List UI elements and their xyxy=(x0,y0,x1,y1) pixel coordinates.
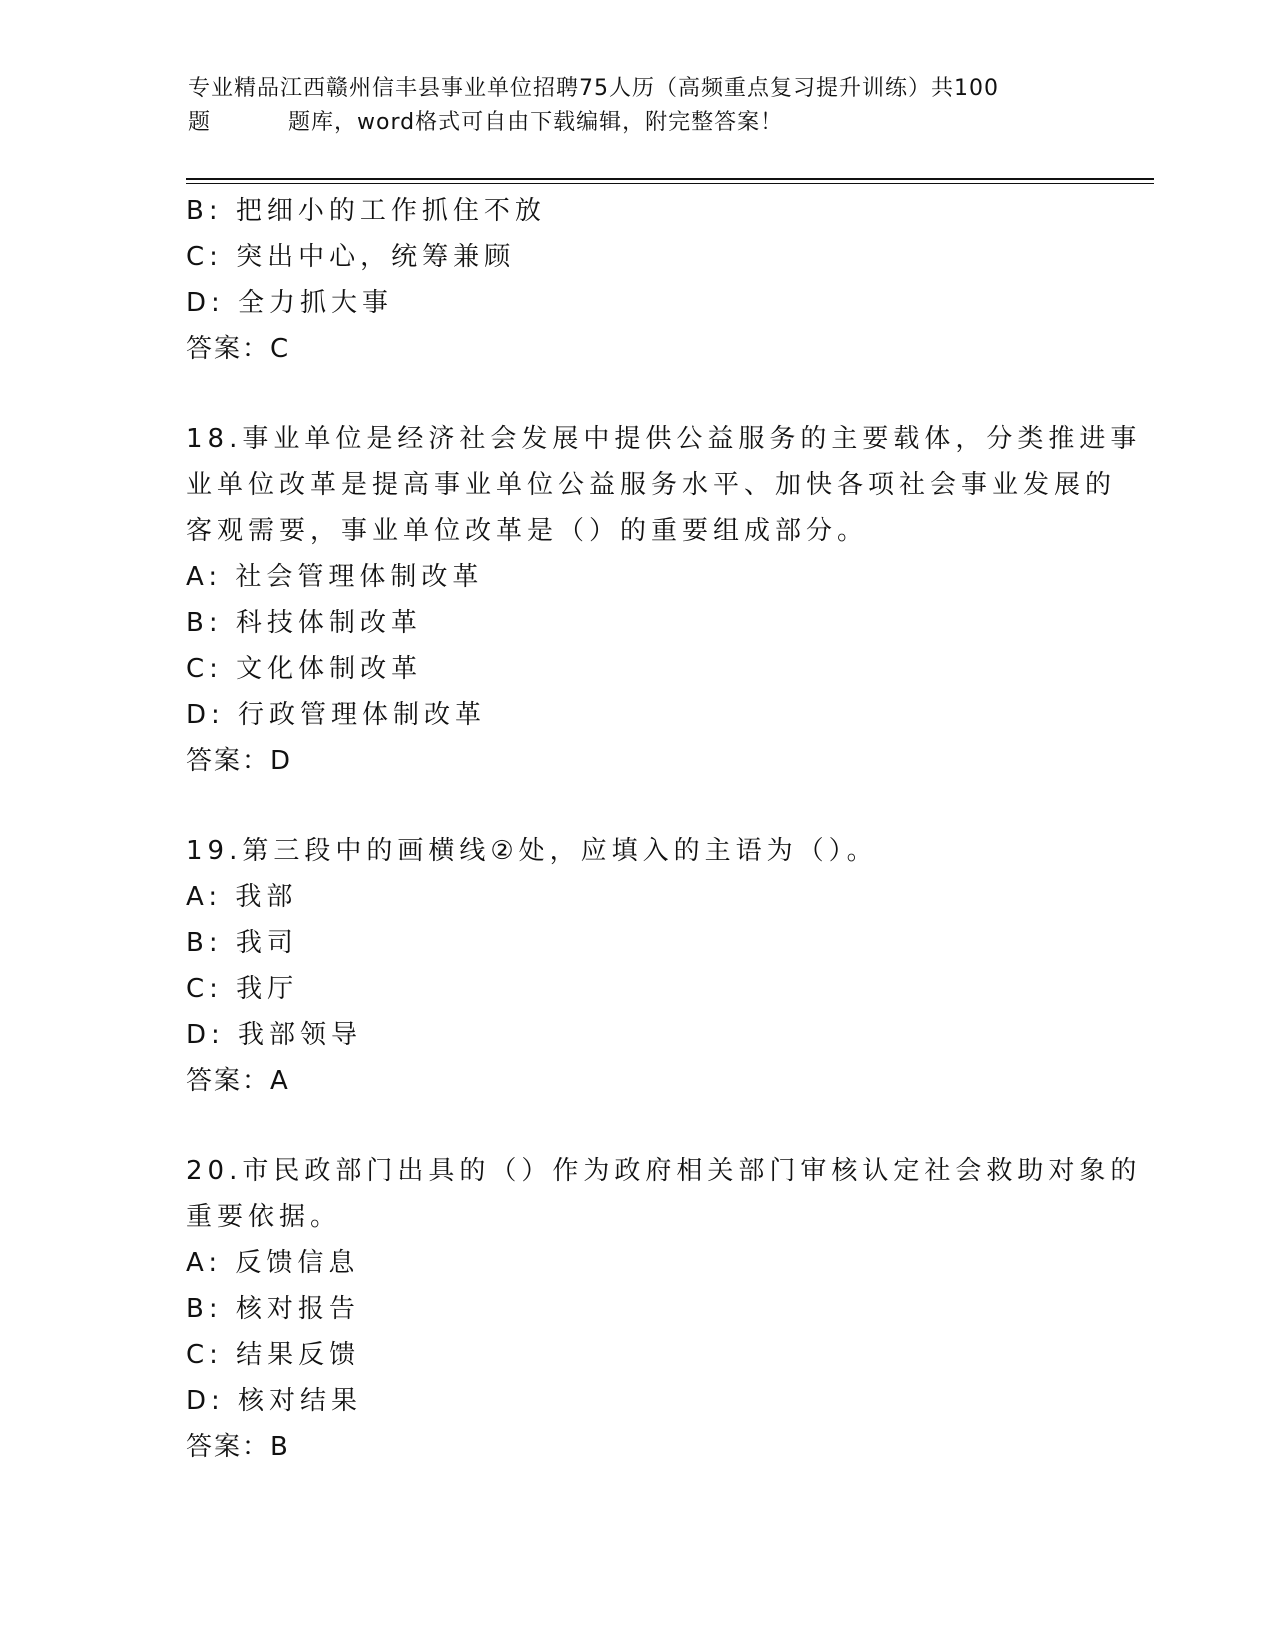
option-c: C: 结果反馈 xyxy=(186,1340,361,1370)
header-title-line-1: 专业精品江西赣州信丰县事业单位招聘75人历（高频重点复习提升训练）共100 xyxy=(188,76,999,101)
answer: 答案：C xyxy=(186,334,291,364)
question-text-line: 客观需要，事业单位改革是（）的重要组成部分。 xyxy=(186,516,869,546)
header-divider-thick xyxy=(186,178,1154,180)
question-text-line: 20.市民政部门出具的（）作为政府相关部门审核认定社会救助对象的 xyxy=(186,1156,1142,1186)
option-c: C: 文化体制改革 xyxy=(186,654,423,684)
question-text-line: 业单位改革是提高事业单位公益服务水平、加快各项社会事业发展的 xyxy=(186,470,1117,500)
option-b: B: 核对报告 xyxy=(186,1294,360,1324)
question-20 xyxy=(186,1148,1142,1470)
option-d: D: 全力抓大事 xyxy=(186,288,394,318)
option-d: D: 我部领导 xyxy=(186,1020,363,1050)
answer: 答案：D xyxy=(186,746,293,776)
option-c: C: 突出中心，统筹兼顾 xyxy=(186,242,516,272)
question-text-line: 重要依据。 xyxy=(186,1202,342,1232)
answer: 答案：A xyxy=(186,1066,290,1096)
option-a: A: 社会管理体制改革 xyxy=(186,562,484,592)
option-d: D: 行政管理体制改革 xyxy=(186,700,487,730)
question-17 xyxy=(186,188,1086,372)
header-title-line-2-rest: 题库，word格式可自由下载编辑，附完整答案！ xyxy=(288,110,784,135)
option-a: A: 我部 xyxy=(186,882,298,912)
option-c: C: 我厅 xyxy=(186,974,299,1004)
answer: 答案：B xyxy=(186,1432,290,1462)
option-a: A: 反馈信息 xyxy=(186,1248,360,1278)
option-b: B: 我司 xyxy=(186,928,298,958)
option-b: B: 把细小的工作抓住不放 xyxy=(186,196,546,226)
option-d: D: 核对结果 xyxy=(186,1386,363,1416)
header-divider-thin xyxy=(186,183,1154,184)
question-18 xyxy=(186,416,1142,784)
document-body xyxy=(186,188,1142,1470)
option-b: B: 科技体制改革 xyxy=(186,608,422,638)
question-19 xyxy=(186,828,1086,1104)
header-title-line-2-lead: 题 xyxy=(188,110,212,135)
document-header xyxy=(188,72,1088,140)
header-title-line-2 xyxy=(188,106,1088,140)
question-text-line: 18.事业单位是经济社会发展中提供公益服务的主要载体，分类推进事 xyxy=(186,424,1142,454)
question-text-line: 19.第三段中的画横线②处，应填入的主语为（）。 xyxy=(186,836,878,866)
